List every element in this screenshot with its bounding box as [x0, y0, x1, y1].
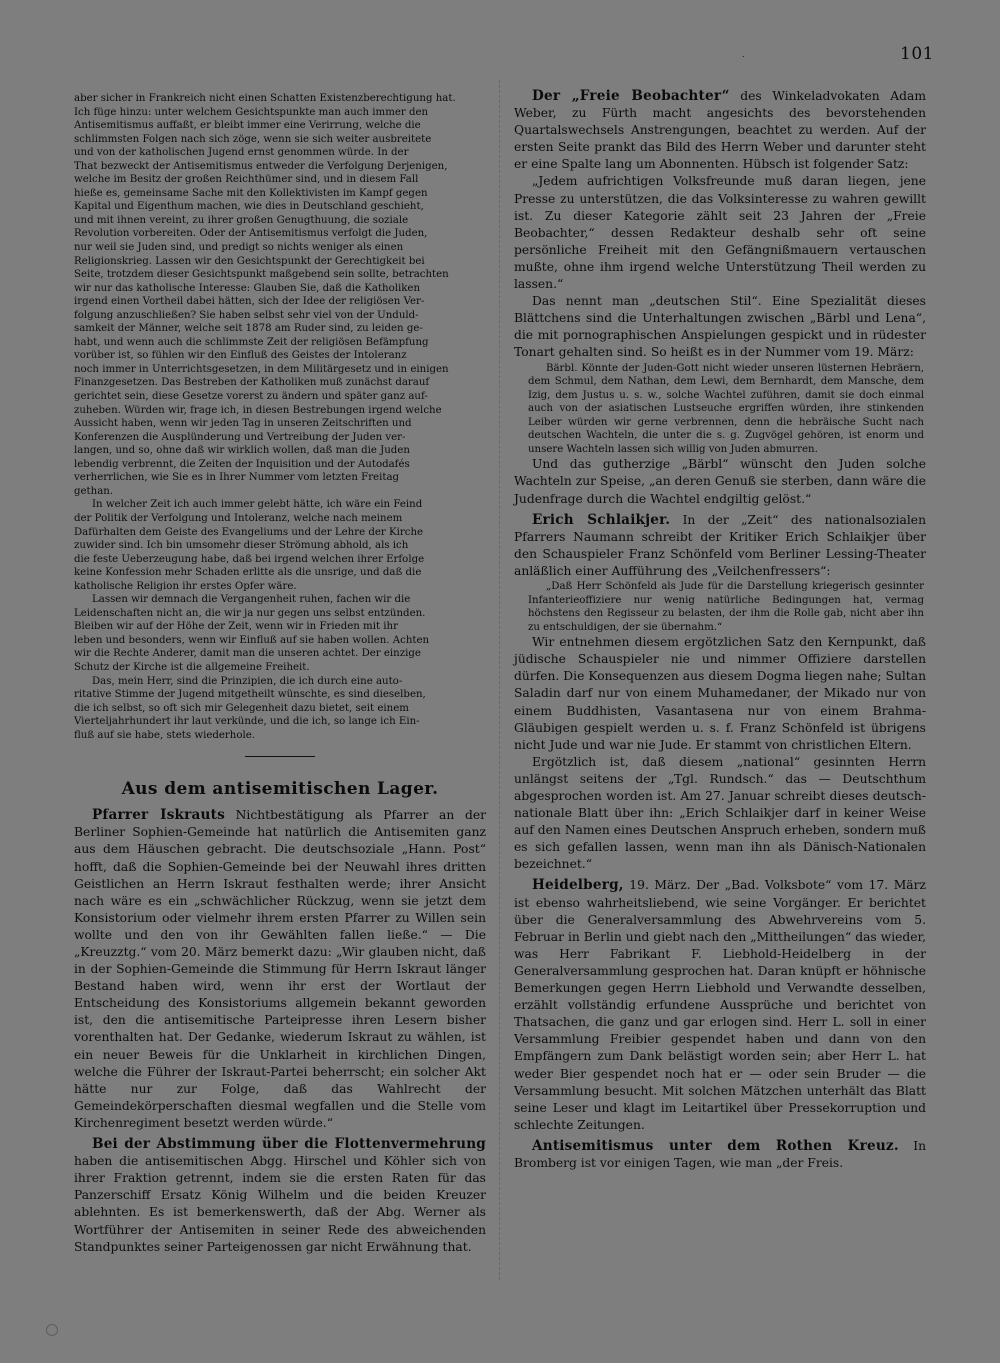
article-rotes-kreuz — [514, 1138, 926, 1172]
text-line: habt, und wenn auch die schlimmste Zeit der religiösen Befämpfung — [74, 336, 429, 348]
text-line: leben und besonders, wenn wir Einfluß auf sie haben wollen. Achten — [74, 634, 430, 646]
article-flotte-lead: Bei der Abstimmung über die Flottenvermehrung — [92, 1136, 486, 1153]
text-line: Revolution vorbereiten. Oder der Antisemitismus verfolgt die Juden, — [74, 228, 428, 240]
text-line: die feste Ueberzeugung habe, daß bei irgend welchen ihrer Erfolge — [74, 553, 425, 565]
text-line: und mit ihnen vereint, zu ihrer großen Genugthuung, die soziale — [74, 214, 409, 226]
text-line: Ich füge hinzu: unter welchem Gesichtspunkte man auch immer den — [74, 106, 429, 118]
article-flotte-text: haben die antisemitischen Abgg. Hirschel und Köhler sich von ihrer Fraktion getrennt, indem sie die ersten Raten für das Panzerschiff Ersatz König Wilhelm und die beiden Kreuzer ablehnten. Es ist bemerkenswerth, daß der Abg. Werner als Wortführer der Antisemiten in seiner Rede des abweichenden Standpunktes seiner Parteigenossen gar nicht Erwähnung that. — [74, 1154, 486, 1254]
text-line: aber sicher in Frankreich nicht einen Schatten Existenzberechtigung hat. — [74, 93, 456, 104]
text-line: welche im Besitz der großen Reichthümer sind, und in diesem Fall — [74, 174, 419, 186]
text-line: die ich selbst, so oft sich mir Gelegenheit dazu bietet, seit einem — [74, 702, 409, 714]
right-column — [514, 88, 926, 1172]
article-beobachter-quote: „Jedem aufrichtigen Volksfreunde muß daran liegen, jene Presse zu unterstützen, die das Volksinteresse zu wahren gewillt ist. Zu dieser Kategorie zählt seit 23 Jahren der „Freie Beobachter,“ dessen Redakteur deshalb sehr oft seine persönliche Freiheit mit den Gefängnißmauern vertauschen mußte, ohne ihm irgend welche Unterstützung Theil werden zu lassen.“ — [514, 174, 926, 292]
article-heidelberg-lead: Heidelberg, — [532, 877, 624, 894]
text-line: und von der katholischen Jugend ernst genommen würde. In der — [74, 147, 409, 159]
article-iskraut-lead: Pfarrer Iskrauts — [92, 807, 225, 824]
article-schlaikjer-excerpt: „Daß Herr Schönfeld als Jude für die Darstellung kriegerisch gesinnter Infanterieoffiziere nur wenig natürliche Bedingungen hat, vermag höchstens den Regisseur zu belasten, der ihm die Rolle gab, nicht aber ihn zu entschuldigen, der sie übernahm.“ — [528, 580, 924, 633]
text-line: verherrlichen, wie Sie es in Ihrer Nummer vom letzten Freitag — [74, 472, 400, 484]
text-line: ritative Stimme der Jugend mitgetheilt wünschte, es sind dieselben, — [74, 689, 426, 701]
scan-mark — [46, 1324, 58, 1336]
article-beobachter — [514, 88, 926, 173]
article-beobachter-text2: Das nennt man „deutschen Stil“. Eine Spezialität dieses Blättchens sind die Unterhaltungen zwischen „Bärbl und Lena“, die mit pornographischen Anspielungen gespickt und in rüdester Tonart gehalten sind. So heißt es in der Nummer vom 19. März: — [514, 294, 926, 360]
left-column — [74, 92, 486, 1256]
text-line: Vierteljahrhundert ihr laut verkünde, und die ich, so lange ich Ein- — [74, 716, 420, 728]
article-beobachter-text: des Winkeladvokaten Adam Weber, zu Fürth macht angesichts des bevorstehenden Quartalswechsels Anstrengungen, beachtet zu werden. Auf der ersten Seite prankt das Bild des Herrn Weber und darunter steht er eine Spalte lang um Abonnenten. Hübsch ist folgender Satz: — [514, 89, 926, 172]
text-line: noch immer in Unterrichtsgesetzen, in dem Militärgesetz und in einigen — [74, 363, 449, 375]
text-line: schlimmsten Folgen nach sich zöge, wenn sie sich weiter ausbreitete — [74, 133, 432, 145]
text-line: keine Konfession mehr Schaden erlitte als die unsrige, und daß die — [74, 567, 422, 579]
text-line: In welcher Zeit ich auch immer gelebt hätte, ich wäre ein Feind — [92, 499, 423, 511]
article-schlaikjer-lead: Erich Schlaikjer. — [532, 511, 671, 528]
text-line: nur weil sie Juden sind, und predigt so nichts weniger als einen — [74, 242, 404, 254]
text-line: zuwider sind. Ich bin umsomehr dieser Strömung abhold, als ich — [74, 540, 409, 552]
text-line: gethan. — [74, 485, 114, 497]
page-number: 101 — [900, 44, 934, 64]
text-line: samkeit der Männer, welche seit 1878 am Ruder sind, zu leiden ge- — [74, 323, 423, 335]
text-line: Leidenschaften nicht an, die wir ja nur gegen uns selbst entzünden. — [74, 607, 426, 619]
text-line: That bezweckt der Antisemitismus entweder die Verfolgung Derjenigen, — [74, 160, 448, 172]
text-line: Bleiben wir auf der Höhe der Zeit, wenn wir in Frieden mit ihr — [74, 621, 398, 633]
text-line: lebendig verbrennt, die Zeiten der Inquisition und der Autodafés — [74, 458, 410, 470]
text-line: folgung anzuschließen? Sie haben selbst sehr viel von der Unduld- — [74, 309, 419, 321]
article-beobachter-lead: Der „Freie Beobachter“ — [532, 88, 730, 104]
text-line: Seite, trotzdem dieser Gesichtspunkt maßgebend sein sollte, betrachten — [74, 269, 449, 281]
article-schlaikjer — [514, 512, 926, 580]
article-beobachter-text3: Und das gutherzige „Bärbl“ wünscht den Juden solche Wachteln zur Speise, „an deren Genuß sie sterben, dann wäre die Judenfrage durch die Wachtel endgiltig gelöst.“ — [514, 457, 926, 506]
text-line: Kapital und Eigenthum machen, wie dies in Deutschland geschieht, — [74, 201, 424, 213]
article-schlaikjer-text3: Ergötzlich ist, daß diesem „national“ gesinnten Herrn unlängst seitens der „Tgl. Rundsch.“ das — Deutschthum abgesprochen worden ist. Am 27. Januar schreibt dieses deutsch-nationale Blatt über ihn: „Erich Schlaikjer darf in keiner Weise auf den Namen eines Deutschen Anspruch erheben, sondern muß es sich gefallen lassen, wenn man ihn als Dänisch-Nationalen bezeichnet.“ — [514, 754, 926, 872]
text-line: fluß auf sie habe, stets wiederhole. — [74, 729, 256, 741]
article-heidelberg-text: 19. März. Der „Bad. Volksbote“ vom 17. März ist ebenso wahrheitsliebend, wie seine Vorgänger. Er berichtet über die Generalversammlung des Abwehrvereins vom 5. Februar in Berlin und giebt nach den „Mittheilungen“ das wieder, was Herr Fabrikant F. Liebhold-Heidelberg in der Generalversammlung gesprochen hat. Daran knüpft er höhnische Bemerkungen gegen Herrn Liebhold und Verwandte desselben, erzählt vollständig erfundene Aussprüche und berichtet von Thatsachen, die ganz und gar erlogen sind. Herr L. soll in einer Versammlung Freibier gespendet haben und dann von den Empfängern zum Dank belästigt worden sein; aber Herr L. hat weder Bier gespendet noch hat er — oder sein Bruder — die Versammlung besucht. Mit solchen Mätzchen unterhält das Blatt seine Leser und klagt im Leitartikel über Pressekorruption und schlechte Zeitungen. — [514, 878, 926, 1132]
section-separator — [245, 756, 315, 757]
text-line: der Politik der Verfolgung und Intoleranz, welche nach meinem — [74, 512, 403, 524]
article-beobachter-excerpt: Bärbl. Könnte der Juden-Gott nicht wieder unseren lüsternen Hebräern, dem Schmul, dem Nathan, dem Lewi, dem Bernhardt, dem Mansche, dem Izig, dem Justus u. s. w., solche Wachtel zuführen, damit sie doch einmal auch von der asiatischen Lustseuche ergriffen würden, ihre stinkenden Leiber würden wir gerne verbrennen, denn die hebräische Sucht nach deutschen Wachteln, die unter die s. g. Zugvögel gehören, ist enorm und unsere Wachteln lassen sich willig von Juden abmurren. — [528, 362, 924, 455]
text-line: Das, mein Herr, sind die Prinzipien, die ich durch eine auto- — [92, 675, 403, 687]
article-iskraut — [74, 807, 486, 1132]
text-line: hieße es, gemeinsame Sache mit den Kollektivisten im Kampf gegen — [74, 187, 428, 199]
text-line: Aussicht haben, wenn wir jeden Tag in unseren Zeitschriften und — [74, 418, 412, 430]
section-heading: Aus dem antisemitischen Lager. — [121, 779, 439, 800]
article-rotes-kreuz-lead: Antisemitismus unter dem Rothen Kreuz. — [532, 1137, 899, 1154]
text-line: gerichtet sein, diese Gesetze vorerst zu ändern und später ganz auf- — [74, 391, 428, 403]
text-line: Konferenzen die Ausplünderung und Vertreibung der Juden ver- — [74, 431, 406, 443]
article-flotte — [74, 1136, 486, 1256]
text-line: Antisemitismus auffaßt, er bleibt immer eine Verirrung, welche die — [74, 120, 421, 132]
text-line: Schutz der Kirche ist die allgemeine Freiheit. — [74, 661, 310, 673]
text-line: zuheben. Würden wir, frage ich, in diesen Bestrebungen irgend welche — [74, 404, 442, 416]
text-line: Finanzgesetzen. Das Bestreben der Katholiken muß zunächst darauf — [74, 377, 430, 389]
text-line: irgend einen Vortheil dabei hätten, sich der Idee der religiösen Ver- — [74, 296, 425, 308]
text-line: Dafürhalten dem Geiste des Evangeliums und der Lehre der Kirche — [74, 526, 424, 538]
article-rotes-kreuz-text: In Bromberg ist vor einigen Tagen, wie man „der Freis. — [514, 1138, 926, 1170]
text-line: katholische Religion ihr erstes Opfer wäre. — [74, 580, 297, 592]
article-schlaikjer-text2: Wir entnehmen diesem ergötzlichen Satz den Kernpunkt, daß jüdische Schauspieler nie und nimmer Offiziere darstellen dürfen. Die Konsequenzen aus diesem Dogma liegen nahe; Sultan Saladin darf nur von einem Muhamedaner, der Mikado nur von einem Buddhisten, Vasantasena nur von einem Brahma-Gläubigen gespielt werden u. s. f. Franz Schönfeld ist übrigens nicht Jude und war nie Jude. Er stammt von christlichen Eltern. — [514, 635, 926, 752]
text-line: wir die Rechte Anderer, damit man die unseren achtet. Der einzige — [74, 648, 421, 660]
column-divider — [499, 80, 500, 1280]
letter-continuation — [74, 92, 486, 498]
print-speck: . — [742, 50, 745, 59]
article-iskraut-text: Nichtbestätigung als Pfarrer an der Berliner Sophien-Gemeinde hat natürlich die Antisemiten ganz aus dem Häuschen gebracht. Die deutschsoziale „Hann. Post“ hofft, daß die Sophien-Gemeinde bei der Neuwahl ihres dritten Geistlichen an Herrn Iskraut festhalten werde; ihrer Ansicht nach wäre es ein „schwächlicher Rückzug, wenn sie jetzt dem Konsistorium oder vielmehr ihrem ersten Pfarrer zu Willen sein wollte und den von ihr Gewählten fallen ließe.“ — Die „Kreuzztg.“ vom 20. März bemerkt dazu: „Wir glauben nicht, daß in der Sophien-Gemeinde die Stimmung für Herrn Iskraut länger Bestand haben wird, wenn ihr erst der Wortlaut der Entscheidung des Konsistoriums allgemein bekannt geworden ist, den die antisemitische Parteipresse ihren Lesern bisher vorenthalten hat. Der Gedanke, wiederum Iskraut zu wählen, ist ein neuer Beweis für die Unklarheit in kirchlichen Dingen, welche die Führer der Iskraut-Partei beherrscht; ein solcher Akt hätte nur zur Folge, daß das Wahlrecht der Gemeindekörperschaften diesmal wegfallen und die Stelle vom Kirchenregiment besetzt werden würde.“ — [74, 808, 486, 1130]
article-heidelberg — [514, 877, 926, 1133]
article-schlaikjer-text: In der „Zeit“ des nationalsozialen Pfarrers Naumann schreibt der Kritiker Erich Schlaikjer über den Schauspieler Franz Schönfeld vom Berliner Lessing-Theater anläßlich einer Aufführung des „Veilchenfressers“: — [514, 512, 926, 578]
text-line: wir nur das katholische Interesse: Glauben Sie, daß die Katholiken — [74, 282, 421, 294]
text-line: Lassen wir demnach die Vergangenheit ruhen, fachen wir die — [92, 594, 411, 606]
text-line: vorüber ist, so fühlen wir den Einfluß des Geistes der Intoleranz — [74, 350, 407, 362]
letter-closing — [74, 498, 486, 742]
text-line: Religionskrieg. Lassen wir den Gesichtspunkt der Gerechtigkeit bei — [74, 255, 425, 267]
text-line: langen, und so, ohne daß wir wirklich wollen, daß man die Juden — [74, 445, 410, 457]
